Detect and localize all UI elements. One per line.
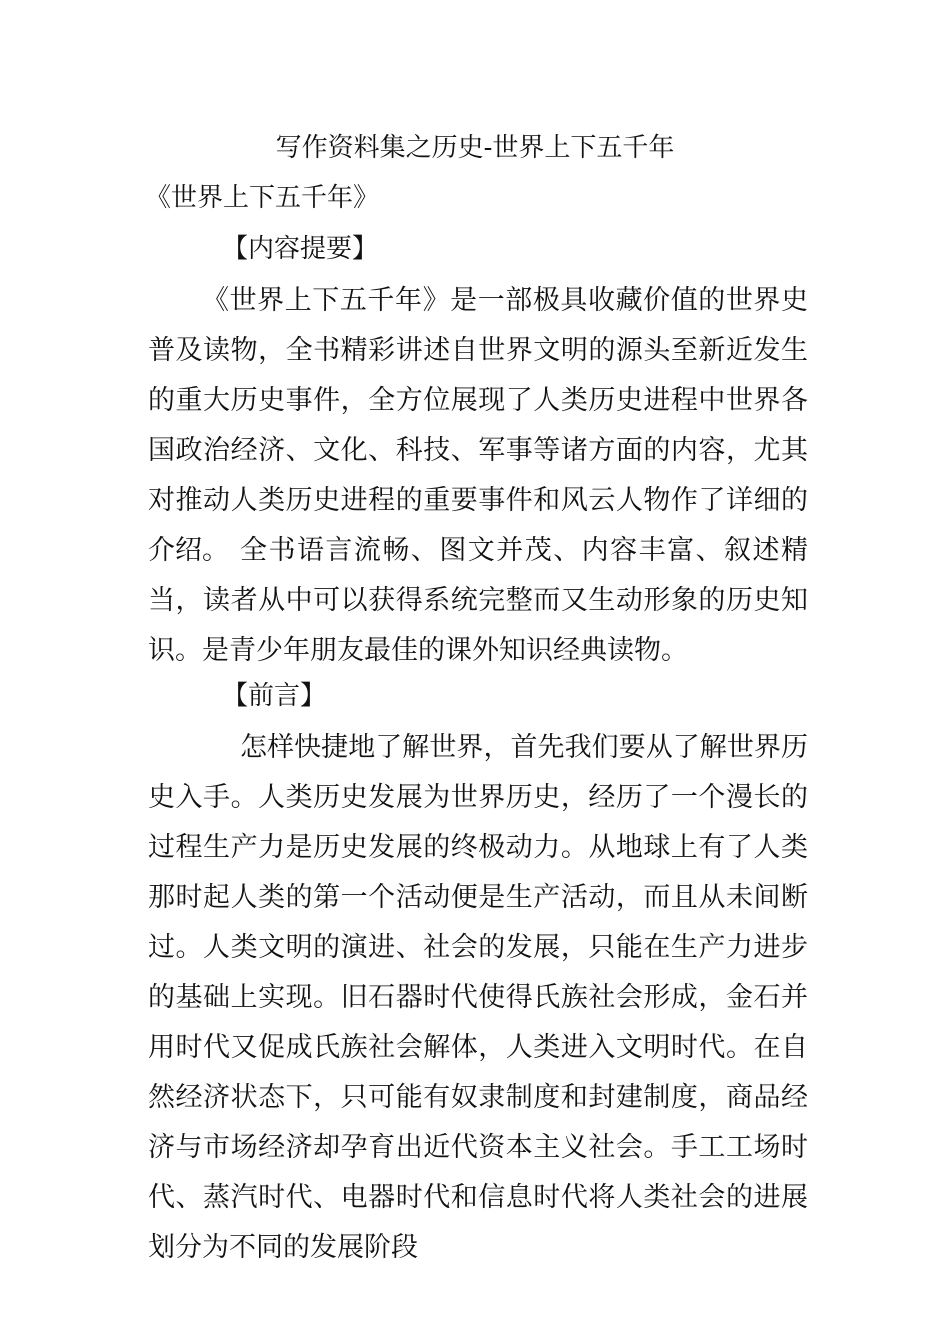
- summary-paragraph-2: 全书语言流畅、图文并茂、内容丰富、叙述精当，读者从中可以获得系统完整而又生动形象的历史知识。是青少年朋友最佳的课外知识经典读物。: [148, 535, 808, 666]
- book-name: 《世界上下五千年》: [145, 183, 380, 213]
- summary-paragraph-1: 《世界上下五千年》是一部极具收藏价值的世界史普及读物，全书精彩讲述自世界文明的源头至新近发生的重大历史事件，全方位展现了人类历史进程中世界各国政治经济、文化、科技、军事等诸方面的内容，尤其对推动人类历史进程的重要事件和风云人物作了详细的介绍。: [148, 285, 808, 566]
- preface-heading: 【前言】: [222, 681, 327, 711]
- summary-heading: 【内容提要】: [222, 234, 379, 264]
- preface-paragraph-1: 怎样快捷地了解世界，首先我们要从了解世界历史入手。人类历史发展为世界历史，经历了一个漫长的过程生产力是历史发展的终极动力。从地球上有了人类那时起人类的第一个活动便是生产活动，而且从未间断过。人类文明的演进、社会的发展，只能在生产力进步的基础上实现。旧石器时代使得氏族社会形成，金石并用时代又促成氏族社会解体，人类进入文明时代。在自然经济状态下，只可能有奴隶制度和封建制度，商品经济与市场经济却孕育出近代资本主义社会。手工工场时代、蒸汽时代、电器时代和信息时代将人类社会的进展划分为不同的发展阶段: [148, 732, 808, 1263]
- document-title: 写作资料集之历史-世界上下五千年: [275, 133, 675, 163]
